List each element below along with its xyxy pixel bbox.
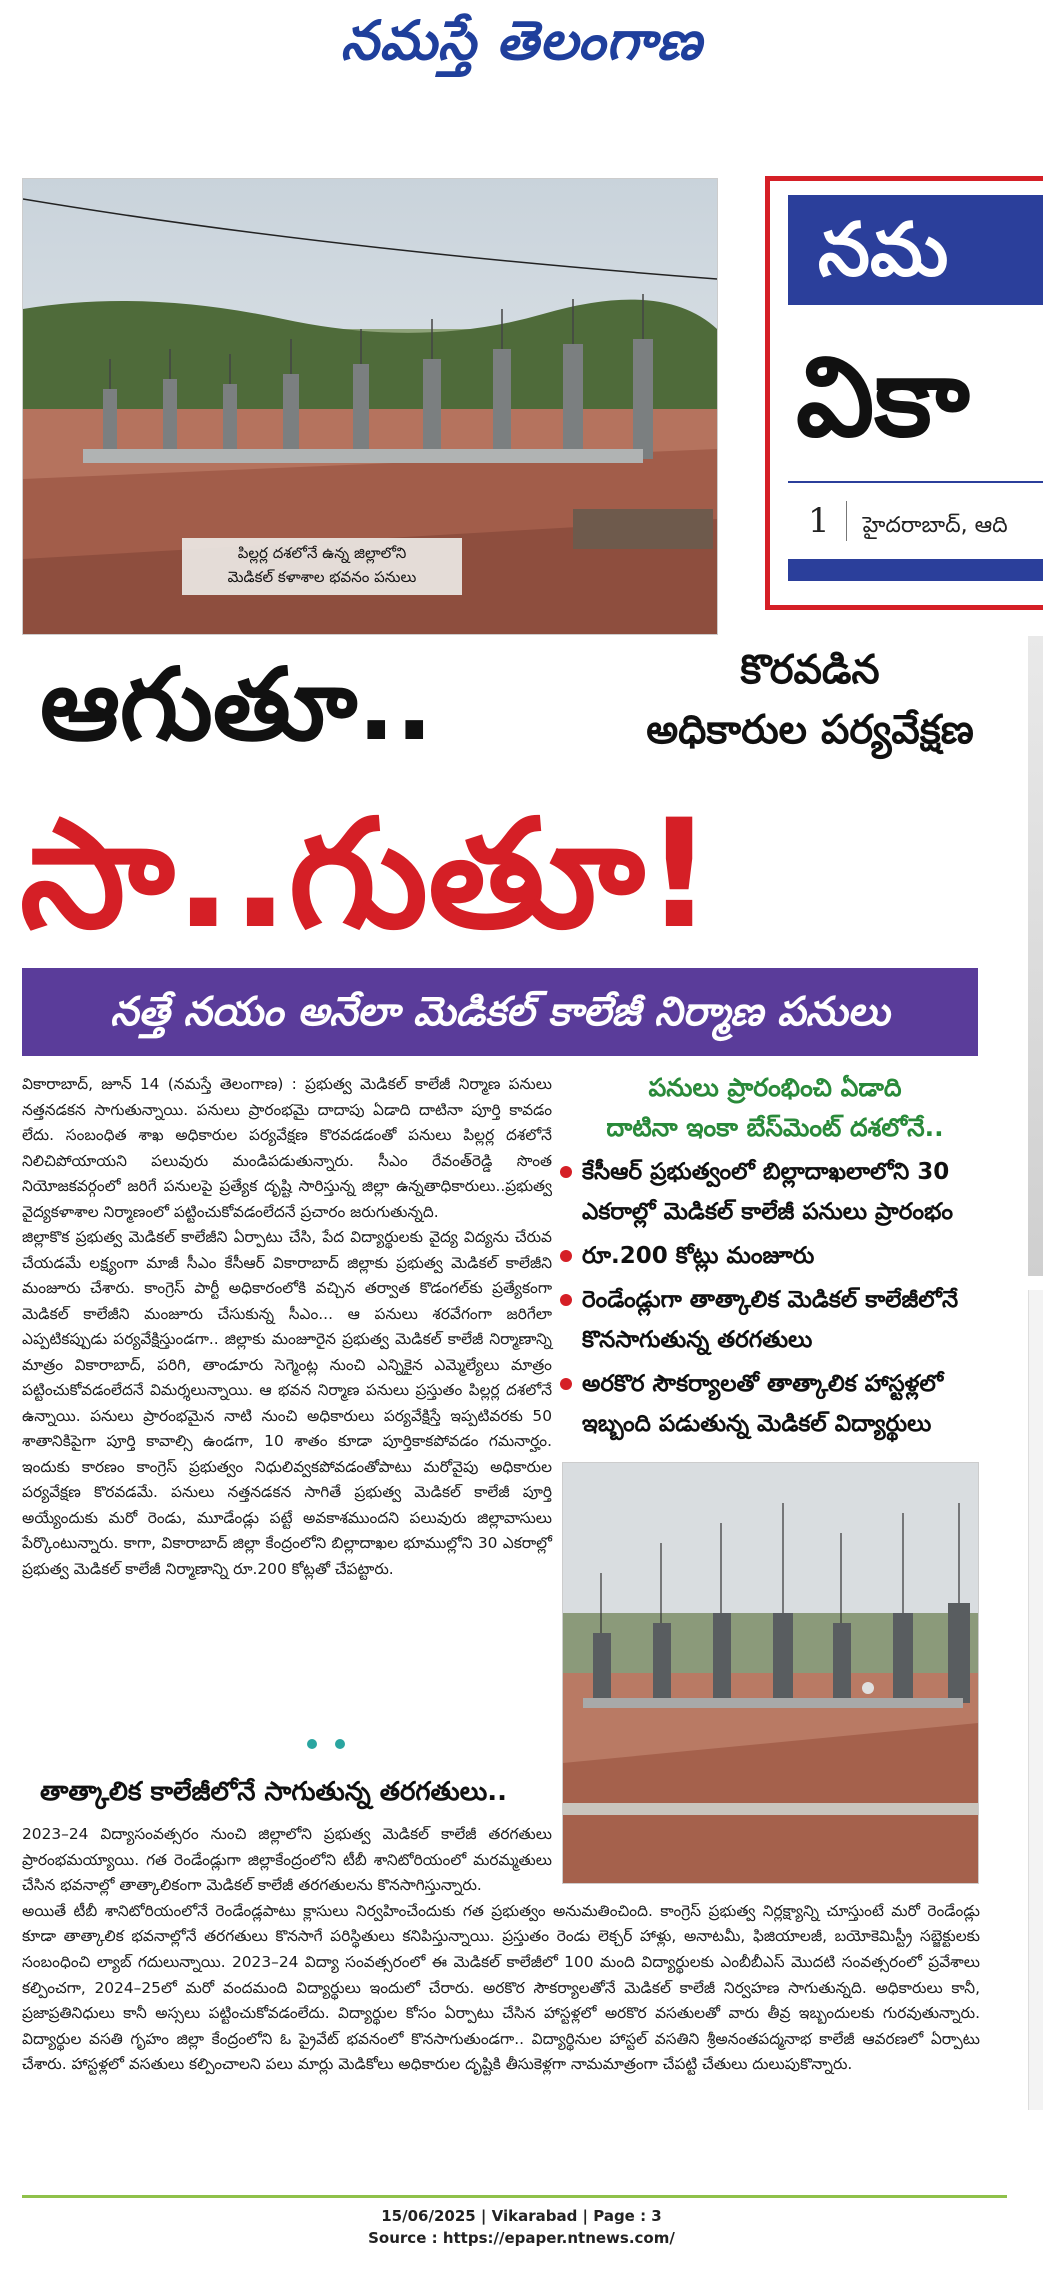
photo-caption-line1: పిల్లర్ల దశలోనే ఉన్న జిల్లాలోని xyxy=(237,544,407,562)
masthead-logo: నమస్తే తెలంగాణ xyxy=(340,8,703,72)
adjacent-bottom-bar xyxy=(788,559,1043,581)
article-paragraph-1: వికారాబాద్, జూన్ 14 (నమస్తే తెలంగాణ) : ప్రభుత్వ మెడికల్ కాలేజీ నిర్మాణ పనులు నత్తనడకన సాగుతున్నాయి. పనులు ప్రారంభమై దాదాపు ఏడాది దాటినా పూర్తి కావడం లేదు. సంబంధిత శాఖ అధికారుల పర్యవేక్షణ కొరవడడంతో పనులు పిల్లర్ల దశలోనే నిలిచిపోయాయని పలువురు మండిపడుతున్నారు. సీఎం రేవంత్‌రెడ్డి సొంత నియోజకవర్గంలో జరిగే పనులపై ప్రత్యేక దృష్టి సారిస్తున్న జిల్లా ఉన్నతాధికారులు..ప్రభుత్వ వైద్యకళాశాల నిర్మాణంలో పట్టించుకోవడంలేదనే ప్రచారం జరుగుతున్నది. xyxy=(22,1075,552,1221)
highlights-list xyxy=(560,1152,980,1448)
footer-rule xyxy=(22,2195,1007,2198)
highlights-heading xyxy=(570,1068,980,1148)
highlight-item xyxy=(560,1280,980,1360)
adjacent-page-edge-lower xyxy=(1028,1290,1043,2110)
adjacent-page-masthead xyxy=(765,176,1043,610)
kicker-line1: కొరవడిన xyxy=(740,647,880,693)
photo-caption-line2: మెడికల్ కళాశాల భవనం పనులు xyxy=(227,568,417,586)
article-paragraph-3a: 2023–24 విద్యాసంవత్సరం నుంచి జిల్లాలోని ప్రభుత్వ మెడికల్ కాలేజీ తరగతులు ప్రారంభమయ్యాయి. గత రెండేండ్లుగా జిల్లాకేంద్రంలోని టీబీ శానిటోరియంలో మరమ్మతులు చేసిన భవనాల్లో తాత్కాలికంగా మెడికల్ కాలేజీ తరగతులను కొనసాగిస్తున్నారు. xyxy=(22,1825,552,1895)
adjacent-divider xyxy=(788,481,1043,483)
bullet-icon xyxy=(560,1166,572,1178)
kicker-line2: అధికారుల పర్యవేక్షణ xyxy=(646,707,974,753)
article-body-bottom xyxy=(22,1822,980,2078)
adjacent-page-edge xyxy=(1028,636,1043,1276)
highlights-heading-line1: పనులు ప్రారంభించి ఏడాది xyxy=(648,1073,902,1102)
headline-deck: నత్తే నయం అనేలా మెడికల్ కాలేజీ నిర్మాణ పనులు xyxy=(22,968,978,1056)
construction-photo-bottom xyxy=(562,1462,979,1884)
section-ornament-icon xyxy=(298,1736,358,1752)
highlight-item xyxy=(560,1152,980,1232)
headline-kicker xyxy=(640,640,980,760)
footer-date-page: 15/06/2025 | Vikarabad | Page : 3 xyxy=(381,2207,662,2225)
highlight-item xyxy=(560,1364,980,1444)
bullet-icon xyxy=(560,1378,572,1390)
article-paragraph-3b: అయితే టీబీ శానిటోరియంలోనే రెండేండ్లపాటు క్లాసులు నిర్వహించేందుకు గత ప్రభుత్వం అనుమతించింది. కాంగ్రెస్ ప్రభుత్వ నిర్లక్ష్యాన్ని చూస్తుంటే మరో రెండేండ్లు కూడా తాత్కాలిక భవనాల్లోనే తరగతులు కొనసాగే పరిస్థితులు కనిపిస్తున్నాయి. ప్రస్తుతం రెండు లెక్చర్ హాళ్లు, అనాటమీ, ఫిజియాలజీ, బయోకెమిస్ట్రీ సబ్జెక్టులకు సంబంధించి ల్యాబ్ గదులున్నాయి. 2023–24 విద్యా సంవత్సరంలో ఈ మెడికల్ కాలేజీలో 100 మంది విద్యార్థులకు ఎంబీబీఎస్ మొదటి సంవత్సరంలో ప్రవేశాలు కల్పించగా, 2024–25లో మరో వందమంది విద్యార్థులు ఇందులో చేరారు. అరకొర సౌకర్యాలతోనే మెడికల్ కాలేజీ నిర్వహణ సాగుతున్నది. అధికారులు కానీ, ప్రజాప్రతినిధులు కానీ అస్సలు పట్టించుకోవడంలేదు. విద్యార్థుల కోసం ఏర్పాటు చేసిన హాస్టళ్లలో అరకొర వసతులతో వారు తీవ్ర ఇబ్బందులకు గురవుతున్నారు. విద్యార్థుల వసతి గృహం జిల్లా కేంద్రంలోని ఓ ప్రైవేట్ భవనంలో కొనసాగుతుండగా.. విద్యార్థినుల హాస్టల్ వసతిని శ్రీఅనంతపద్మనాభ కాలేజీ ఆవరణలో ఏర్పాటు చేశారు. హాస్టళ్లలో వసతులు కల్పించాలని పలు మార్లు మెడికోలు అధికారుల దృష్టికి తీసుకెళ్లగా నామమాత్రంగా చేపట్టి చేతులు దులుపుకొన్నారు. xyxy=(22,1901,980,2074)
article-body-top xyxy=(22,1072,552,1582)
subhead: తాత్కాలిక కాలేజీలోనే సాగుతున్న తరగతులు.. xyxy=(40,1777,507,1807)
article-paragraph-2: జిల్లాకొక ప్రభుత్వ మెడికల్ కాలేజీని ఏర్పాటు చేసి, పేద విద్యార్థులకు వైద్య విద్యను చేరువ చేయడమే లక్ష్యంగా మాజీ సీఎం కేసీఆర్ వికారాబాద్ జిల్లాకు ప్రభుత్వ మెడికల్ కాలేజీని మంజూరు చేశారు. కాంగ్రెస్ పార్టీ అధికారంలోకి వచ్చిన తర్వాత కొడంగల్‌కు ప్రత్యేకంగా మెడికల్ కాలేజీని మంజూరు చేసుకున్న సీఎం... ఆ పనులు శరవేగంగా జరిగేలా ఎప్పటికప్పుడు పర్యవేక్షిస్తుండగా.. జిల్లాకు మంజూరైన ప్రభుత్వ మెడికల్ కాలేజీ నిర్మాణాన్ని మాత్రం వికారాబాద్, పరిగి, తాండూరు సెగ్మెంట్ల నుంచి ఎన్నికైన ఎమ్మెల్యేలు మాత్రం పట్టించుకోవడంలేదనే విమర్శలున్నాయి. ఆ భవన నిర్మాణ పనులు ప్రస్తుతం పిల్లర్ల దశలోనే ఉన్నాయి. పనులు ప్రారంభమైన నాటి నుంచి అధికారులు పర్యవేక్షిస్తే ఇప్పటివరకు 50 శాతానికిపైగా పూర్తి కావాల్సి ఉండగా, 10 శాతం కూడా పూర్తికాకపోవడం గమనార్హం. ఇందుకు కారణం కాంగ్రెస్ ప్రభుత్వం నిధులివ్వకపోవడంతోపాటు మరోవైపు అధికారుల పర్యవేక్షణ కొరవడమే. పనులు నత్తనడకన సాగితే ప్రభుత్వ మెడికల్ కాలేజీ పూర్తి అయ్యేందుకు మరో రెండు, మూడేండ్లు పట్టే అవకాశముందని పలువురు జిల్లావాసులు పేర్కొంటున్నారు. కాగా, వికారాబాద్ జిల్లా కేంద్రంలోని బిల్లాదాఖల భూముల్లోని 30 ఎకరాల్లో ప్రభుత్వ మెడికల్ కాలేజీ నిర్మాణాన్ని రూ.200 కోట్లతో చేపట్టారు. xyxy=(22,1228,552,1578)
headline-line1: ఆగుతూ.. xyxy=(40,646,434,763)
highlight-text: రెండేండ్లుగా తాత్కాలిక మెడికల్ కాలేజీలోనే కొనసాగుతున్న తరగతులు xyxy=(582,1287,959,1353)
photo-caption xyxy=(182,538,462,595)
highlight-text: రూ.200 కోట్లు మంజూరు xyxy=(582,1243,815,1269)
highlight-item xyxy=(560,1236,980,1276)
headline-line2: సా..గుతూ! xyxy=(20,788,714,962)
highlight-text: కేసీఆర్ ప్రభుత్వంలో బిల్లాదాఖలాలోని 30 ఎకరాల్లో మెడికల్ కాలేజీ పనులు ప్రారంభం xyxy=(582,1159,953,1225)
footer-source: Source : https://epaper.ntnews.com/ xyxy=(368,2229,675,2247)
adjacent-district-title: వికా xyxy=(796,333,970,461)
adjacent-masthead-bar: నమ xyxy=(788,195,1043,305)
adjacent-issue-line xyxy=(788,491,1043,551)
adjacent-issue-number: 1 xyxy=(788,501,847,541)
highlights-heading-line2: దాటినా ఇంకా బేస్‌మెంట్ దశలోనే.. xyxy=(606,1113,944,1142)
adjacent-issue-text: హైదరాబాద్, ఆది xyxy=(862,513,1008,538)
footer xyxy=(0,2205,1043,2249)
bullet-icon xyxy=(560,1294,572,1306)
highlight-text: అరకొర సౌకర్యాలతో తాత్కాలిక హాస్టళ్లలో ఇబ్బంది పడుతున్న మెడికల్ విద్యార్థులు xyxy=(582,1371,944,1437)
bullet-icon xyxy=(560,1250,572,1262)
